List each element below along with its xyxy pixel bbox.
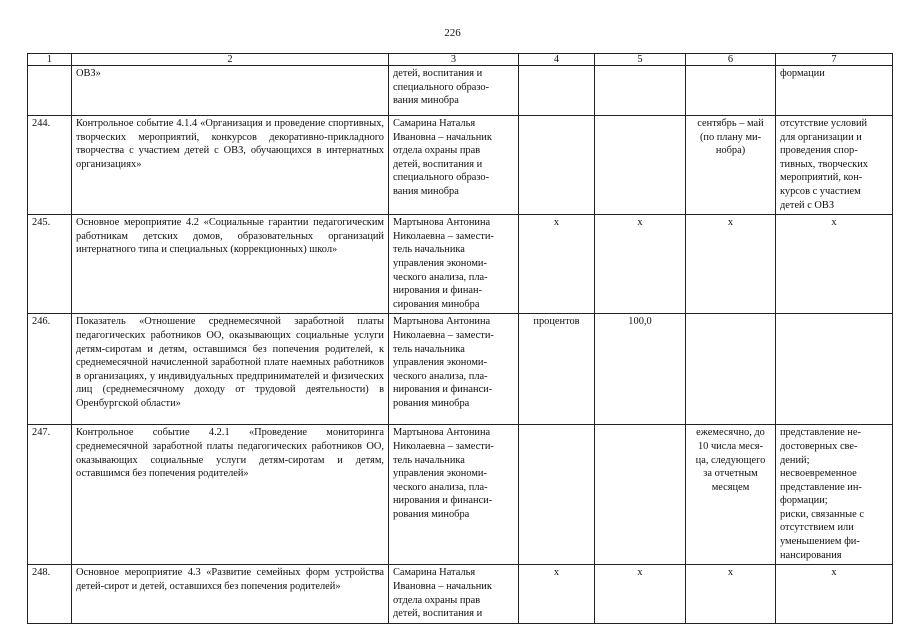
row-risk: отсутствие условий для организации и проведения спор- тивных, творческих мероприятий, кон- курсов с участием детей с ОВЗ	[780, 118, 868, 211]
row-description: Контрольное событие 4.2.1 «Проведение мониторинга среднемесячной заработной платы педагогических работников ОО, оказывающих социальные услуги детям-сиротам и детям, оставшимся без попечения родителей»	[72, 425, 389, 565]
header-col-2: 2	[72, 54, 389, 66]
table-row	[28, 116, 893, 215]
row-number: 247.	[28, 425, 72, 565]
table-row	[28, 425, 893, 565]
header-col-6: 6	[686, 54, 776, 66]
row-description: ОВЗ»	[72, 66, 389, 116]
row-risk: формации	[780, 68, 825, 79]
row-unit	[519, 425, 595, 565]
row-number: 245.	[28, 215, 72, 314]
row-value	[595, 425, 686, 565]
row-value: х	[595, 215, 686, 314]
row-description: Контрольное событие 4.1.4 «Организация и проведение спортивных, творческих мероприятий, конкурсов декоративно-прикладного творчества с участием детей с ОВЗ, обучающихся в интернатных организациях»	[72, 116, 389, 215]
row-number	[28, 66, 72, 116]
table-row	[28, 565, 893, 623]
row-risk: х	[831, 567, 837, 579]
row-number: 246.	[28, 314, 72, 425]
header-col-5: 5	[595, 54, 686, 66]
row-description: Основное мероприятие 4.2 «Социальные гарантии педагогическим работникам детских домов, образовательных организаций интернатного типа и специальных (коррекционных) школ»	[72, 215, 389, 314]
row-value: 100,0	[595, 314, 686, 425]
row-risk: х	[831, 217, 837, 229]
row-responsible: детей, воспитания и специального образо- вания минобра	[393, 68, 490, 107]
table-row	[28, 215, 893, 314]
row-term: х	[727, 217, 734, 229]
row-description: Основное мероприятие 4.3 «Развитие семейных форм устройства детей-сирот и детей, оставшихся без попечения родителей»	[72, 565, 389, 623]
row-unit: х	[519, 215, 595, 314]
row-risk: представление не- достоверных све- дений; несвоевременное представление ин- формации; риски, связанные с отсутствием или уменьшением фи- нансирования	[780, 427, 864, 561]
page-number: 226	[444, 27, 461, 39]
header-col-4: 4	[519, 54, 595, 66]
row-responsible: Мартынова Антонина Николаевна – замести- тель начальника управления экономи- ческого анализа, пла- нирования и финанси- рования минобра	[393, 427, 494, 520]
row-term: х	[727, 567, 734, 579]
row-unit	[519, 116, 595, 215]
header-row	[28, 54, 893, 66]
row-term: ежемесячно, до 10 числа меся- ца, следующего за отчетным месяцем	[695, 427, 766, 493]
table-row	[28, 66, 893, 116]
row-value	[595, 66, 686, 116]
row-value: х	[595, 565, 686, 623]
plan-table	[27, 53, 893, 624]
row-unit	[519, 66, 595, 116]
header-col-3: 3	[389, 54, 519, 66]
row-responsible: Мартынова Антонина Николаевна – замести- тель начальника управления экономи- ческого анализа, пла- нирования и финанси- рования минобра	[393, 316, 494, 409]
row-unit: х	[519, 565, 595, 623]
row-value	[595, 116, 686, 215]
header-col-1: 1	[28, 54, 72, 66]
row-responsible: Самарина Наталья Ивановна – начальник отдела охраны прав детей, воспитания и	[393, 567, 492, 620]
table-row	[28, 314, 893, 425]
row-responsible: Мартынова Антонина Николаевна – замести- тель начальника управления экономи- ческого анализа, пла- нирования и финан- сирования минобра	[393, 217, 494, 310]
row-description: Показатель «Отношение среднемесячной заработной платы педагогических работников ОО, оказывающих социальные услуги детям-сиротам и детям, оставшимся без попечения родителей, к среднемесячной начисленной заработной плате наемных работников в организациях, у индивидуальных предпринимателей и физических лиц (среднемесячному доходу от трудовой деятельности) в Оренбургской области»	[72, 314, 389, 425]
header-col-7: 7	[776, 54, 893, 66]
row-number: 244.	[28, 116, 72, 215]
row-term: сентябрь – май (по плану ми- нобра)	[697, 118, 764, 157]
row-unit: процентов	[519, 314, 595, 425]
row-number: 248.	[28, 565, 72, 623]
row-responsible: Самарина Наталья Ивановна – начальник отдела охраны прав детей, воспитания и специального образо- вания минобра	[393, 118, 492, 197]
